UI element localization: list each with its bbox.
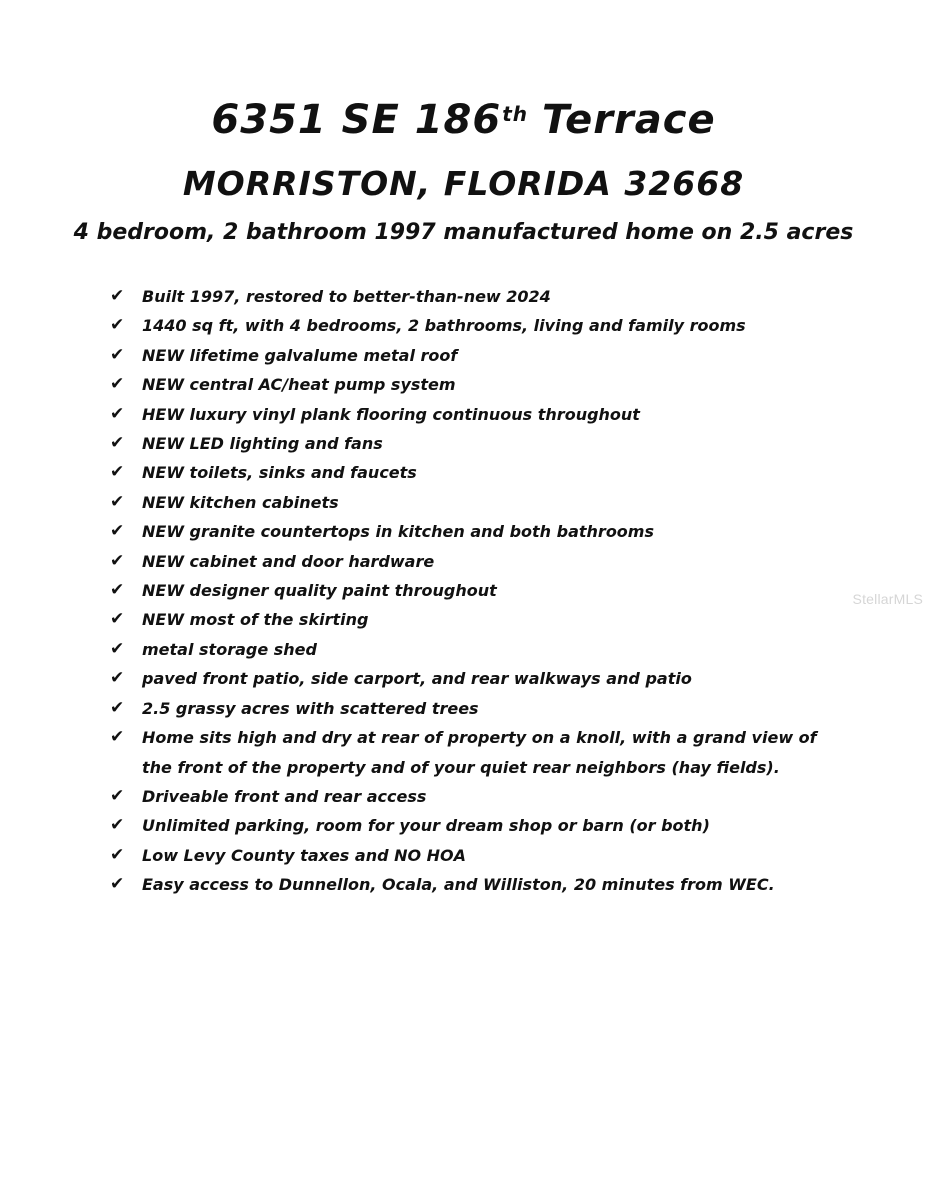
check-icon: ✔ (110, 874, 125, 895)
feature-item (110, 841, 830, 870)
feature-item (110, 664, 830, 693)
feature-text: NEW LED lighting and fans (142, 434, 383, 454)
watermark-logo: StellarMLS (852, 591, 923, 607)
check-icon: ✔ (110, 462, 125, 483)
address-street-type: Terrace (542, 97, 716, 143)
property-summary: 4 bedroom, 2 bathroom 1997 manufactured home on 2.5 acres (73, 220, 854, 245)
check-icon: ✔ (110, 727, 125, 748)
feature-text: metal storage shed (142, 639, 317, 659)
feature-item (110, 429, 830, 458)
feature-text: Easy access to Dunnellon, Ocala, and Williston, 20 minutes from WEC. (142, 875, 775, 895)
check-icon: ✔ (110, 550, 125, 571)
feature-item (110, 694, 830, 723)
feature-item (110, 811, 830, 840)
check-icon: ✔ (110, 403, 125, 424)
check-icon: ✔ (110, 668, 125, 689)
feature-item (110, 517, 830, 546)
check-icon: ✔ (110, 844, 125, 865)
check-icon: ✔ (110, 344, 125, 365)
check-icon: ✔ (110, 580, 125, 601)
feature-item (110, 311, 830, 340)
feature-text: NEW designer quality paint throughout (142, 581, 497, 601)
city-state-zip: MORRISTON, FLORIDA 32668 (182, 164, 745, 203)
check-icon: ✔ (110, 433, 125, 454)
feature-item (110, 400, 830, 429)
feature-text: Home sits high and dry at rear of property on a knoll, with a grand view of the front of the property and of your quiet rear neighbors (hay fields). (142, 728, 817, 777)
check-icon: ✔ (110, 374, 125, 395)
check-icon: ✔ (110, 286, 125, 306)
feature-item (110, 488, 830, 517)
feature-text: NEW cabinet and door hardware (142, 551, 435, 571)
feature-text: 2.5 grassy acres with scattered trees (142, 698, 479, 718)
feature-item (110, 458, 830, 487)
feature-list (110, 282, 830, 900)
feature-text: HEW luxury vinyl plank flooring continuous throughout (142, 404, 640, 424)
check-icon: ✔ (110, 521, 125, 542)
feature-item (110, 605, 830, 634)
feature-text: NEW toilets, sinks and faucets (142, 463, 417, 483)
address-street: 6351 SE 186 (211, 97, 502, 143)
feature-item (110, 782, 830, 811)
address-heading (0, 92, 927, 148)
feature-text: NEW granite countertops in kitchen and both bathrooms (142, 522, 654, 542)
feature-text: Low Levy County taxes and NO HOA (142, 845, 467, 865)
check-icon: ✔ (110, 638, 125, 659)
feature-item (110, 370, 830, 399)
feature-item (110, 635, 830, 664)
feature-text: Unlimited parking, room for your dream shop or barn (or both) (142, 816, 710, 836)
feature-text: paved front patio, side carport, and rear walkways and patio (142, 669, 692, 689)
feature-item (110, 870, 830, 899)
feature-item (110, 547, 830, 576)
feature-text: 1440 sq ft, with 4 bedrooms, 2 bathrooms, living and family rooms (142, 316, 746, 336)
check-icon: ✔ (110, 491, 125, 512)
check-icon: ✔ (110, 315, 125, 336)
feature-item (110, 341, 830, 370)
feature-item (110, 282, 830, 311)
check-icon: ✔ (110, 785, 125, 806)
feature-text: Driveable front and rear access (142, 786, 427, 806)
feature-text: NEW central AC/heat pump system (142, 375, 456, 395)
feature-text: NEW kitchen cabinets (142, 492, 339, 512)
feature-item (110, 723, 830, 782)
feature-text: Built 1997, restored to better-than-new 2024 (142, 287, 551, 306)
feature-text: NEW lifetime galvalume metal roof (142, 345, 458, 365)
check-icon: ✔ (110, 815, 125, 836)
check-icon: ✔ (110, 609, 125, 630)
feature-text: NEW most of the skirting (142, 610, 369, 630)
address-ordinal-suffix: th (502, 102, 529, 126)
feature-item (110, 576, 830, 605)
check-icon: ✔ (110, 697, 125, 718)
